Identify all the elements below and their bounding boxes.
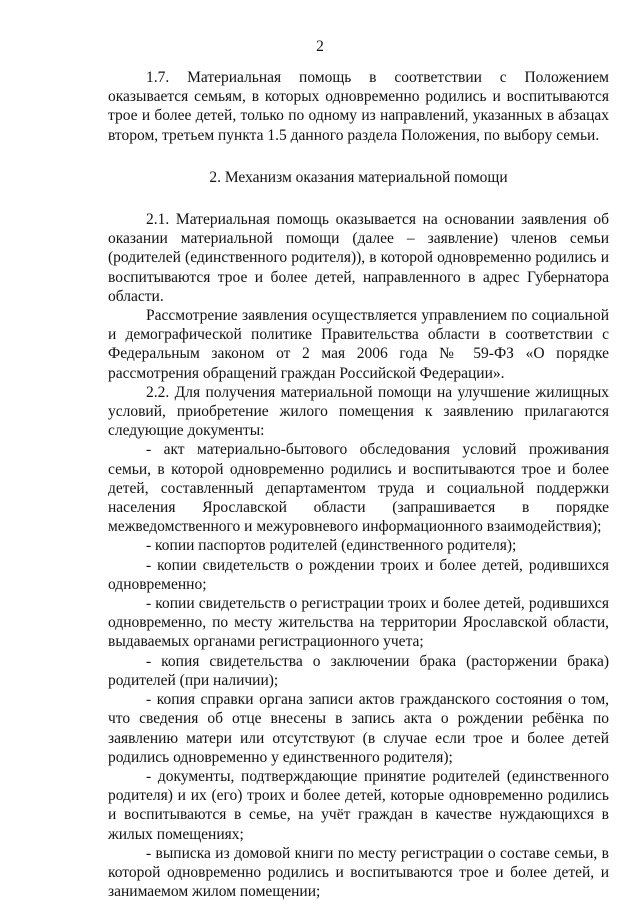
list-item: - копии свидетельств о рождении троих и более детей, родившихся одновременно;: [108, 556, 609, 593]
list-item: - копии паспортов родителей (единственного родителя);: [146, 537, 517, 555]
list-item: - документы, подтверждающие принятие родителей (единственного родителя) и их (его) троих и более детей, которые одновременно родились и воспитываются в семье, на учёт граждан в качестве нуждающихся в жилых помещениях;: [108, 767, 609, 843]
document-body: [108, 68, 609, 901]
list-item: - копии свидетельств о регистрации троих и более детей, родившихся одновременно, по месту жительства на территории Ярославской области, выдаваемых органами регистрационного учета;: [108, 595, 609, 651]
list-item: - выписка из домовой книги по месту регистрации о составе семьи, в которой одновременно родились и воспитываются трое и более детей, и занимаемом жилом помещении;: [108, 844, 609, 901]
page-number: 2: [316, 38, 324, 55]
paragraph-review: Рассмотрение заявления осуществляется управлением по социальной и демографической политике Правительства области в соответствии с Федеральным законом от 2 мая 2006 года № 59-ФЗ «О порядке рассмотрения обращений граждан Российской Федерации».: [108, 307, 609, 382]
list-item: - копия свидетельства о заключении брака (расторжении брака) родителей (при наличии);: [108, 652, 609, 689]
paragraph-2-2: 2.2. Для получения материальной помощи на улучшение жилищных условий, приобретение жилого помещения к заявлению прилагаются следующие документы:: [108, 383, 609, 440]
list-item: - копия справки органа записи актов гражданского состояния о том, что сведения об отце внесены в запись акта о рождении ребёнка по заявлению матери или отсутствуют (в случае если трое и более детей родились одновременно у единственного родителя);: [108, 691, 609, 766]
paragraph-1-7: 1.7. Материальная помощь в соответствии с Положением оказывается семьям, в которых одновременно родились и воспитываются трое и более детей, только по одному из направлений, указанных в абзацах втором, третьем пункта 1.5 данного раздела Положения, по выбору семьи.: [108, 69, 609, 144]
paragraph-2-1: 2.1. Материальная помощь оказывается на основании заявления об оказании материальной помощи (далее – заявление) членов семьи (родителей (единственного родителя)), в которой одновременно родились и воспитываются трое и более детей, направленного в адрес Губернатора области.: [108, 211, 609, 305]
section-heading: 2. Механизм оказания материальной помощи: [209, 168, 508, 186]
list-item: - акт материально-бытового обследования условий проживания семьи, в которой одновременно родились и воспитываются трое и более детей, составленный департаментом труда и социальной поддержки населения Ярославской области (запрашивается в порядке межведомственного и межуровневого информационного взаимодействия);: [108, 441, 609, 536]
